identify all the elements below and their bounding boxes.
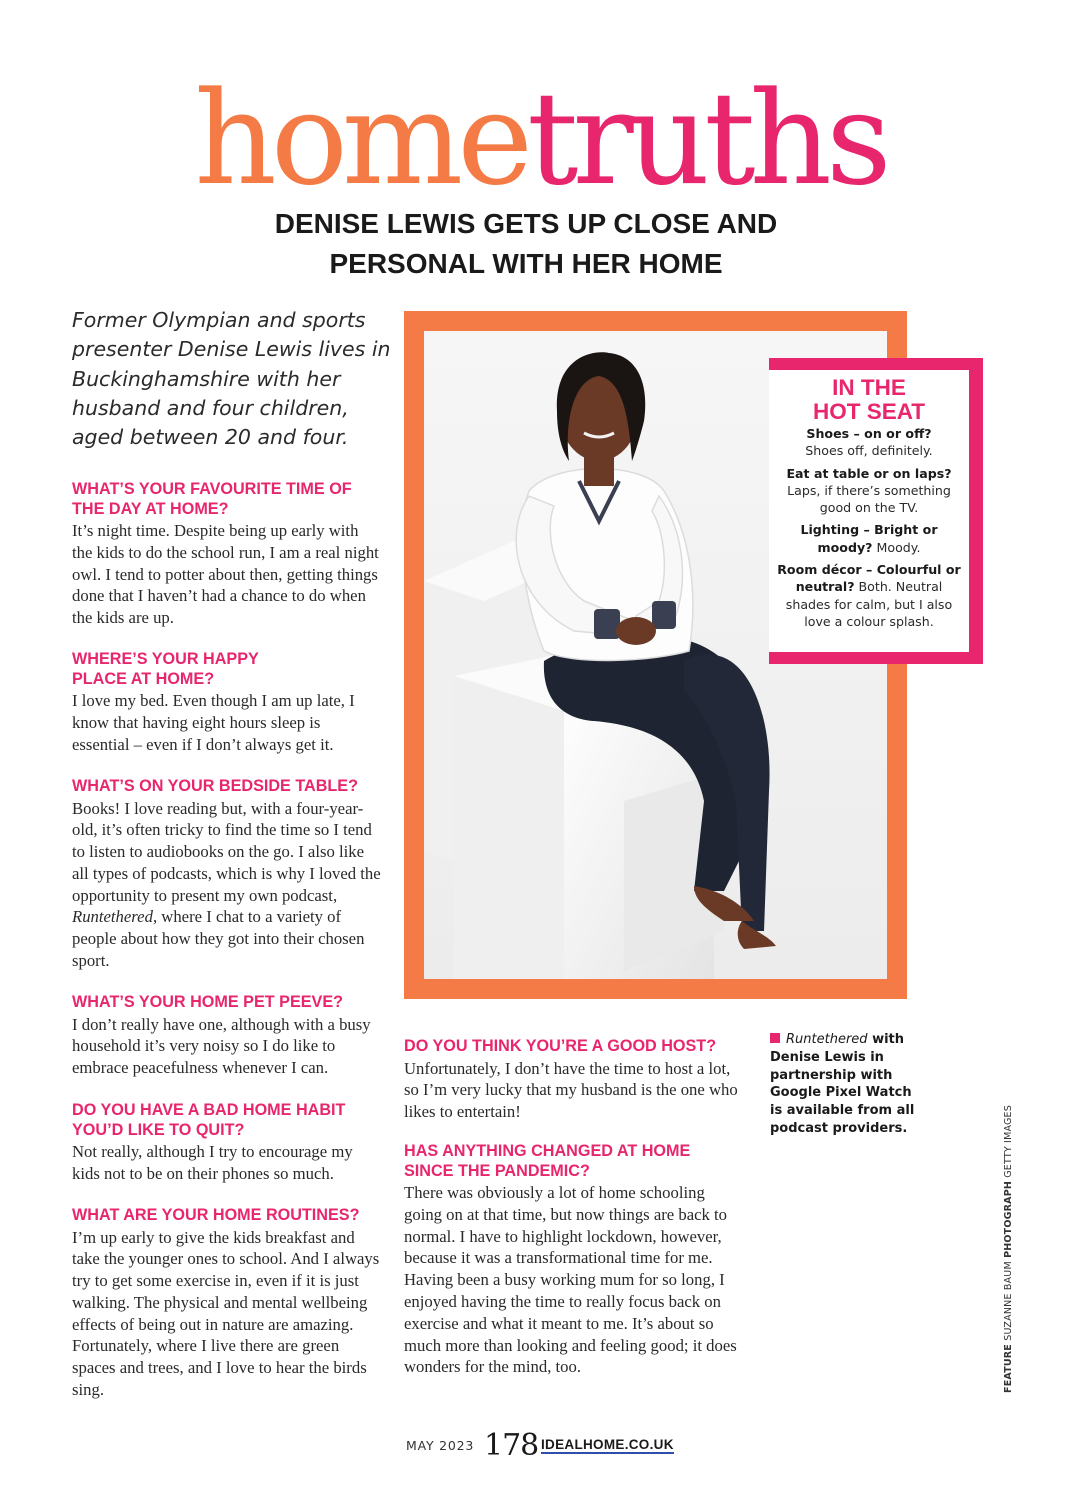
page-title xyxy=(0,65,1080,214)
hot-seat-content xyxy=(769,370,969,652)
qa-pet-peeve xyxy=(72,993,382,1079)
answer-text: There was obviously a lot of home schooling going on at that time, but now things are back to normal. I have to highlight lockdown, however, because it was a transformational time for me. Having been a busy working mum for so long, I enjoyed having the time to really focus back on exercise and what it meant to me. It’s about so much more than looking and feeling good; it does wonders for the mind, too. xyxy=(404,1183,737,1377)
intro-paragraph: Former Olympian and sports presenter Denise Lewis lives in Buckinghamshire with her husband and four children, aged between 20 and four. xyxy=(72,308,391,450)
hot-seat-item xyxy=(777,521,961,556)
website-link[interactable]: IDEALHOME.CO.UK xyxy=(541,1437,674,1452)
question-heading: WHAT’S YOUR HOME PET PEEVE? xyxy=(72,993,344,1011)
question-heading: WHAT’S YOUR FAVOURITE TIME OF THE DAY AT HOME? xyxy=(72,480,352,518)
answer-text: Unfortunately, I don’t have the time to host a lot, so I’m very lucky that my husband is the one who likes to entertain! xyxy=(404,1058,738,1122)
credit-photo-label: PHOTOGRAPH xyxy=(1003,1180,1014,1258)
answer-text-part: , where I chat to a variety of people about how they got into their chosen sport. xyxy=(72,907,365,971)
question-heading: WHAT ARE YOUR HOME ROUTINES? xyxy=(72,1206,360,1224)
qa-home-routines xyxy=(72,1206,382,1401)
hot-seat-item xyxy=(777,465,961,517)
hot-seat-title xyxy=(769,376,969,423)
qa-bedside-table xyxy=(72,777,382,972)
hot-seat-question: Shoes – on or off? xyxy=(806,426,932,441)
caption-text: with Denise Lewis in partnership with Google Pixel Watch is available from all podcast providers. xyxy=(770,1032,915,1136)
credit-feature-label: FEATURE xyxy=(1003,1344,1014,1393)
hot-seat-answer: Shoes off, definitely. xyxy=(805,443,933,459)
hot-seat-title-line-2: HOT SEAT xyxy=(812,398,926,424)
hot-seat-item xyxy=(777,425,961,460)
hot-seat-item xyxy=(777,561,961,630)
qa-favourite-time xyxy=(72,480,382,629)
qa-pandemic xyxy=(404,1142,744,1378)
credit-feature-name: SUZANNE BAUM xyxy=(1003,1257,1014,1344)
question-heading: DO YOU HAVE A BAD HOME HABIT YOU’D LIKE TO QUIT? xyxy=(72,1101,346,1139)
question-heading: DO YOU THINK YOU’RE A GOOD HOST? xyxy=(404,1037,717,1055)
caption-podcast-name: Runtethered xyxy=(786,1032,868,1047)
credit-photo-name: GETTY IMAGES xyxy=(1003,1105,1014,1181)
answer-text: I love my bed. Even though I am up late, I know that having eight hours sleep is essential – even if I don’t always get it. xyxy=(72,691,355,754)
hot-seat-question: Lighting – Bright or moody? xyxy=(800,522,938,555)
podcast-name: Runtethered xyxy=(72,907,153,927)
hot-seat-question: Room décor – Colourful or neutral? xyxy=(777,562,961,595)
hot-seat-box xyxy=(769,358,983,664)
subtitle-line-1: DENISE LEWIS GETS UP CLOSE AND xyxy=(274,208,778,239)
hot-seat-answer: Moody. xyxy=(876,539,921,555)
page-footer xyxy=(0,1428,1080,1468)
qa-happy-place xyxy=(72,650,382,755)
question-heading: WHERE’S YOUR HAPPY PLACE AT HOME? xyxy=(72,650,259,688)
subtitle-line-2: PERSONAL WITH HER HOME xyxy=(329,248,723,279)
title-truths: truths xyxy=(527,65,886,214)
answer-text: It’s night time. Despite being up early with the kids to do the school run, I am a real night owl. I tend to potter about then, getting things done that I haven’t had a chance to do when the kids are up. xyxy=(72,521,379,628)
issue-date: MAY 2023 xyxy=(406,1438,475,1453)
podcast-caption xyxy=(770,1031,920,1138)
question-heading: HAS ANYTHING CHANGED AT HOME SINCE THE PANDEMIC? xyxy=(404,1142,691,1180)
hot-seat-question: Eat at table or on laps? xyxy=(786,465,952,481)
page-subtitle xyxy=(0,204,1052,284)
page-number: 178 xyxy=(484,1428,539,1463)
answer-text: I don’t really have one, although with a busy household it’s very noisy so I do like to embrace peacefulness whenever I can. xyxy=(72,1014,371,1078)
pink-square-bullet xyxy=(770,1033,780,1043)
answer-text-part: Books! I love reading but, with a four-year-old, it’s often tricky to find the time so I tend to listen to audiobooks on the go. I also like all types of podcasts, which is why I loved the opportunity to present my own podcast, xyxy=(72,798,381,905)
answer-text: Not really, although I try to encourage my kids not to be on their phones so much. xyxy=(72,1142,353,1183)
answer-text: I’m up early to give the kids breakfast and take the younger ones to school. And I always try to get some exercise in, even if it is just walking. The physical and mental wellbeing effects of being out in nature are amazing. Fortunately, where I live there are green spaces and trees, and I love to hear the birds sing. xyxy=(72,1227,380,1400)
title-home: home xyxy=(194,65,527,214)
answer-text xyxy=(72,798,382,972)
qa-good-host xyxy=(404,1037,744,1123)
hot-seat-answer: Both. Neutral shades for calm, but I also love a colour splash. xyxy=(785,579,953,629)
question-heading: WHAT’S ON YOUR BEDSIDE TABLE? xyxy=(72,777,358,795)
hot-seat-answer: Laps, if there’s something good on the TV. xyxy=(787,482,951,516)
feature-credit xyxy=(1003,1105,1014,1393)
qa-bad-habit xyxy=(72,1101,382,1185)
hot-seat-title-line-1: IN THE xyxy=(832,375,906,400)
